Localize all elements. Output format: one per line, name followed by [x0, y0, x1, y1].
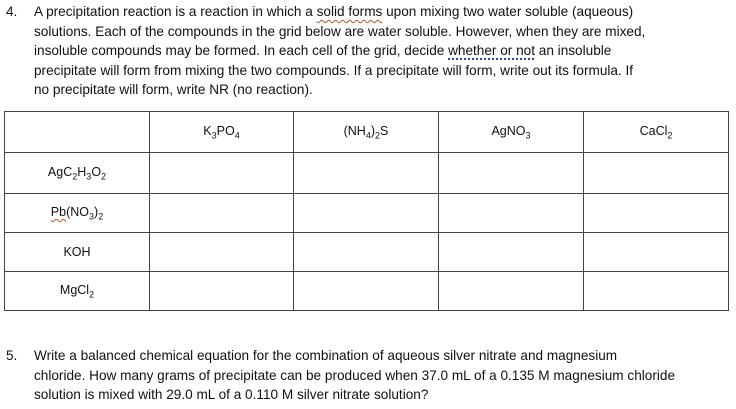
answer-cell[interactable] [294, 153, 439, 194]
grid-row [5, 233, 729, 272]
answer-cell[interactable] [439, 194, 584, 233]
answer-cell[interactable] [584, 194, 729, 233]
column-header [150, 112, 294, 153]
row-formula: MgCl$_2$ [59, 282, 95, 300]
row-header [5, 194, 150, 233]
column-formula: $K_3PO_4$ [203, 123, 240, 141]
column-header [294, 112, 439, 153]
spelling-marked-text: solid forms [316, 4, 383, 19]
row-formula: KOH [63, 245, 91, 259]
grid-header-row [5, 112, 729, 153]
answer-cell[interactable] [150, 272, 294, 311]
row-header [5, 272, 150, 311]
question-4-number: 4. [6, 4, 18, 19]
text-line: solutions. Each of the compounds in the grid below are water soluble. However, when they are mixed, [34, 23, 646, 39]
answer-cell[interactable] [439, 272, 584, 311]
question-5-text [34, 346, 730, 405]
column-formula: AgNO$_3$ [491, 123, 531, 141]
row-header [5, 233, 150, 272]
text-line: A precipitation reaction is a reaction in which a solid forms upon mixing two water soluble (aqueous) [34, 4, 634, 19]
answer-cell[interactable] [439, 233, 584, 272]
column-header [584, 112, 729, 153]
question-4-text [34, 2, 724, 100]
answer-cell[interactable] [294, 272, 439, 311]
grid-row [5, 153, 729, 194]
answer-cell[interactable] [584, 153, 729, 194]
answer-cell[interactable] [150, 194, 294, 233]
answer-cell[interactable] [584, 272, 729, 311]
text-line: no precipitate will form, write NR (no reaction). [34, 82, 313, 97]
grammar-marked-text: whether or not [448, 43, 535, 58]
precipitate-grid [4, 111, 729, 311]
grid-row [5, 194, 729, 233]
answer-cell[interactable] [294, 233, 439, 272]
answer-cell[interactable] [150, 153, 294, 194]
text-line: Write a balanced chemical equation for the combination of aqueous silver nitrate and magnesium [34, 348, 618, 363]
text-line: precipitate will form from mixing the two compounds. If a precipitate will form, write out its formula. If [34, 62, 634, 78]
column-formula: CaCl$_2$ [639, 123, 673, 141]
question-5-number: 5. [6, 348, 18, 363]
answer-cell[interactable] [439, 153, 584, 194]
text-line: chloride. How many grams of precipitate can be produced when 37.0 mL of a 0.135 M magnesium chloride [34, 367, 676, 383]
row-formula: $AgC_2H_3O_2$ [47, 164, 107, 182]
column-header [439, 112, 584, 153]
answer-cell[interactable] [294, 194, 439, 233]
row-formula: $Pb(NO_3)_2$ [50, 204, 104, 222]
grid-row [5, 272, 729, 311]
text-line: insoluble compounds may be formed. In each cell of the grid, decide whether or not an insoluble [34, 43, 612, 58]
answer-cell[interactable] [150, 233, 294, 272]
column-formula: $(NH_4)_2S$ [343, 123, 389, 141]
grid-corner-cell [5, 112, 150, 153]
text-line: solution is mixed with 29.0 mL of a 0.110 M silver nitrate solution? [34, 387, 429, 402]
row-header [5, 153, 150, 194]
answer-cell[interactable] [584, 233, 729, 272]
